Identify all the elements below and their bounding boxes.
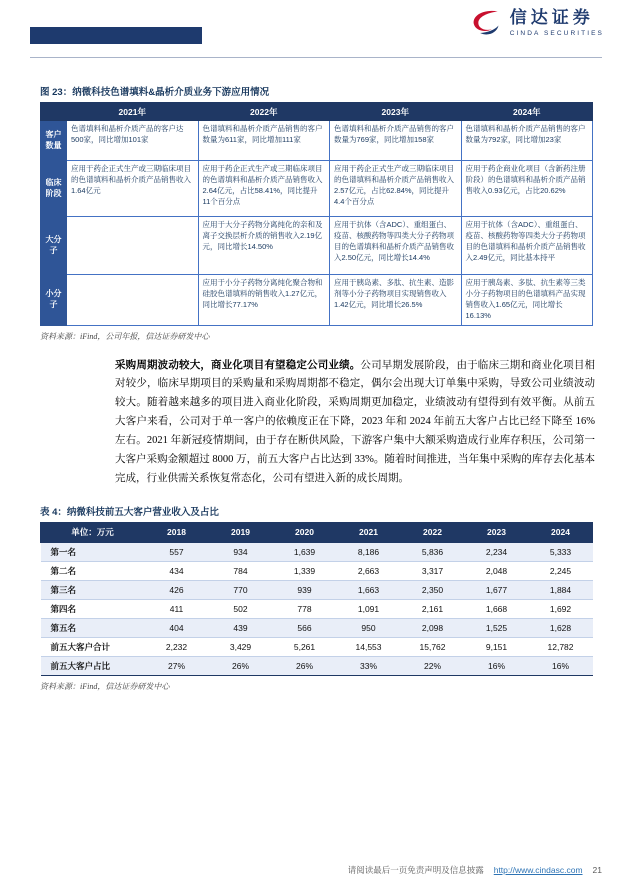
- figure-23-cell: 应用于药企商业化项目（含新药注册阶段）的色谱填料和晶析介质产品销售收入0.93亿元，占比20.62%: [461, 161, 593, 217]
- footer-disclaimer: 请阅读最后一页免责声明及信息披露: [347, 865, 484, 875]
- logo-name-cn: 信达证券: [509, 8, 594, 28]
- table-4-value: 1,677: [465, 580, 529, 599]
- table-4-year-header: 2022: [401, 522, 465, 542]
- figure-23-cell: 应用于抗体（含ADC）、重组蛋白、疫苗、核酸药物等四类大分子药物项目的色谱填料和晶析介质产品销售收入2.50亿元，同比增长14.4%: [330, 217, 462, 275]
- table-4-value: 2,232: [145, 637, 209, 656]
- figure-23-col-header: 2022年: [198, 103, 330, 121]
- footer-website-link[interactable]: http://www.cindasc.com: [493, 865, 583, 875]
- table-4-value: 1,339: [273, 561, 337, 580]
- figure-23-row-customers: [41, 121, 593, 161]
- table-4-value: 1,639: [273, 542, 337, 561]
- figure-23-cell: 应用于药企正式生产或三期临床项目的色谱填料和晶析介质产品销售收入2.64亿元，占比58.41%，同比提升11个百分点: [198, 161, 330, 217]
- table-4-value: 566: [273, 618, 337, 637]
- page-footer: [348, 864, 602, 876]
- figure-23-cell: 色谱填料和晶析介质产品的客户达500家，同比增加101家: [67, 121, 199, 161]
- table-4-value: 502: [209, 599, 273, 618]
- page-number: 21: [592, 865, 602, 875]
- figure-23-source: 资料来源：iFind，公司年报，信达证券研发中心: [40, 331, 210, 341]
- table-row-ratio: [41, 656, 593, 675]
- page-content: [30, 84, 602, 692]
- table-4-value: 27%: [145, 656, 209, 675]
- table-4-value: 557: [145, 542, 209, 561]
- figure-23-row-label: 大分子: [41, 217, 67, 275]
- table-4-row-label: 第四名: [41, 599, 145, 618]
- table-4-value: 770: [209, 580, 273, 599]
- table-4-value: 426: [145, 580, 209, 599]
- table-4-value: 439: [209, 618, 273, 637]
- figure-23-col-header: 2023年: [330, 103, 462, 121]
- figure-23-cell: 应用于大分子药物分离纯化的亲和及离子交换层析介质的销售收入2.19亿元，同比增长14.50%: [198, 217, 330, 275]
- table-row: [41, 599, 593, 618]
- table-4-value: 22%: [401, 656, 465, 675]
- table-4-value: 26%: [273, 656, 337, 675]
- table-4-row-label: 前五大客户合计: [41, 637, 145, 656]
- table-4-value: 2,161: [401, 599, 465, 618]
- table-4-value: 2,663: [337, 561, 401, 580]
- table-4-value: 939: [273, 580, 337, 599]
- table-4-year-header: 2024: [529, 522, 593, 542]
- cinda-swoosh-icon: [468, 8, 504, 38]
- figure-23-header-row: [41, 103, 593, 121]
- table-row: [41, 618, 593, 637]
- table-4-row-label: 第一名: [41, 542, 145, 561]
- figure-23-cell: 色谱填料和晶析介质产品销售的客户数量为769家，同比增加158家: [330, 121, 462, 161]
- table-row: [41, 561, 593, 580]
- figure-23-row-label: 客户数量: [41, 121, 67, 161]
- table-4-value: 404: [145, 618, 209, 637]
- figure-23-cell: [67, 217, 199, 275]
- table-4-row-label: 前五大客户占比: [41, 656, 145, 675]
- figure-23-row-label: 临床阶段: [41, 161, 67, 217]
- table-4-value: 2,048: [465, 561, 529, 580]
- table-4-value: 1,668: [465, 599, 529, 618]
- table-4-value: 26%: [209, 656, 273, 675]
- table-4-unit-header: 单位：万元: [41, 522, 145, 542]
- report-topic-bar: [30, 27, 202, 44]
- table-row: [41, 542, 593, 561]
- figure-23-cell: 应用于胰岛素、多肽、抗生素、造影剂等小分子药物项目实现销售收入1.42亿元，同比增长26.5%: [330, 275, 462, 326]
- table-4-value: 3,317: [401, 561, 465, 580]
- cinda-logo-text: [510, 9, 604, 37]
- table-4-value: 1,692: [529, 599, 593, 618]
- table-4-value: 2,098: [401, 618, 465, 637]
- figure-23-col-header: 2024年: [461, 103, 593, 121]
- table-4-value: 9,151: [465, 637, 529, 656]
- figure-23-cell: 应用于抗体（含ADC）、重组蛋白、疫苗、核酸药物等四类大分子药物项目的色谱填料和晶析介质产品销售收入2.49亿元，同比基本持平: [461, 217, 593, 275]
- table-4-value: 784: [209, 561, 273, 580]
- table-4-year-header: 2019: [209, 522, 273, 542]
- figure-23-table: [40, 102, 593, 326]
- table-4-value: 16%: [465, 656, 529, 675]
- figure-23-cell: 应用于药企正式生产或三期临床项目的色谱填料和晶析介质产品销售收入2.57亿元，占比62.84%，同比提升4.4个百分点: [330, 161, 462, 217]
- figure-23-row-label: 小分子: [41, 275, 67, 326]
- table-4: [40, 522, 593, 676]
- figure-23-row-small-molecule: [41, 275, 593, 326]
- commentary-body: 公司早期发展阶段，由于临床三期和商业化项目相对较少，临床早期项目的采购量和采购周期都不稳定，偶尔会出现大订单集中采购，导致公司业绩波动较大。随着越来越多的项目进入商业化阶段，采购周期更加稳定，业绩波动有望得到有效平衡。从前五大客户来看，公司对于单一客户的依赖度正在下降，2023 年和 2024 年前五大客户占比已经下降至 16%左右。2021 年新冠疫情期间，由于存在断供风险，下游客户集中大额采购造成行业库存积压，公司第一大客户采购金额超过 8000 万，前五大客户占比达到 33%。随着时间推进，当年集中采购的库存去化基本完成，行业供需关系恢复常态化，公司有望进入新的成长周期。: [115, 359, 596, 484]
- table-4-value: 8,186: [337, 542, 401, 561]
- table-4-row-label: 第五名: [41, 618, 145, 637]
- table-4-value: 950: [337, 618, 401, 637]
- figure-23-corner-cell: [41, 103, 67, 121]
- table-4-value: 5,333: [529, 542, 593, 561]
- table-row-total: [41, 637, 593, 656]
- table-4-value: 934: [209, 542, 273, 561]
- table-4-header-row: [41, 522, 593, 542]
- table-row: [41, 580, 593, 599]
- table-4-year-header: 2020: [273, 522, 337, 542]
- table-4-value: 1,628: [529, 618, 593, 637]
- table-4-value: 16%: [529, 656, 593, 675]
- table-4-row-label: 第二名: [41, 561, 145, 580]
- table-4-row-label: 第三名: [41, 580, 145, 599]
- commentary-lead: 采购周期波动较大，商业化项目有望稳定公司业绩。: [115, 359, 361, 371]
- figure-23-title: 图 23：纳微科技色谱填料&晶析介质业务下游应用情况: [40, 87, 270, 98]
- figure-23-cell: 色谱填料和晶析介质产品销售的客户数量为611家，同比增加111家: [198, 121, 330, 161]
- figure-23-row-clinical-stage: [41, 161, 593, 217]
- commentary-paragraph: [115, 357, 595, 489]
- table-4-value: 2,234: [465, 542, 529, 561]
- table-4-value: 2,245: [529, 561, 593, 580]
- table-4-value: 1,091: [337, 599, 401, 618]
- table-4-value: 1,884: [529, 580, 593, 599]
- figure-23-cell: 应用于药企正式生产或三期临床项目的色谱填料和晶析介质产品销售收入1.64亿元: [67, 161, 199, 217]
- logo-name-en: CINDA SECURITIES: [509, 29, 604, 37]
- figure-23-col-header: 2021年: [67, 103, 199, 121]
- table-4-value: 5,836: [401, 542, 465, 561]
- figure-23-cell: 色谱填料和晶析介质产品销售的客户数量为792家，同比增加23家: [461, 121, 593, 161]
- cinda-logo: [468, 8, 604, 38]
- table-4-value: 1,525: [465, 618, 529, 637]
- figure-23-cell: 应用于胰岛素、多肽、抗生素等三类小分子药物项目的色谱填料产品实现销售收入1.65亿元，同比增长16.13%: [461, 275, 593, 326]
- table-4-year-header: 2018: [145, 522, 209, 542]
- table-4-value: 411: [145, 599, 209, 618]
- table-4-year-header: 2021: [337, 522, 401, 542]
- figure-23-cell: 应用于小分子药物分离纯化聚合物和硅胶色谱填料的销售收入1.27亿元，同比增长77.17%: [198, 275, 330, 326]
- table-4-title: 表 4：纳微科技前五大客户营业收入及占比: [40, 506, 219, 518]
- table-4-value: 33%: [337, 656, 401, 675]
- table-4-value: 14,553: [337, 637, 401, 656]
- table-4-source: 资料来源：iFind，信达证券研发中心: [40, 681, 170, 691]
- table-4-value: 778: [273, 599, 337, 618]
- table-4-value: 1,663: [337, 580, 401, 599]
- table-4-value: 5,261: [273, 637, 337, 656]
- header-divider: [30, 57, 602, 58]
- figure-23-cell: [67, 275, 199, 326]
- table-4-value: 15,762: [401, 637, 465, 656]
- table-4-value: 434: [145, 561, 209, 580]
- table-4-year-header: 2023: [465, 522, 529, 542]
- table-4-value: 2,350: [401, 580, 465, 599]
- figure-23-row-large-molecule: [41, 217, 593, 275]
- table-4-value: 12,782: [529, 637, 593, 656]
- table-4-value: 3,429: [209, 637, 273, 656]
